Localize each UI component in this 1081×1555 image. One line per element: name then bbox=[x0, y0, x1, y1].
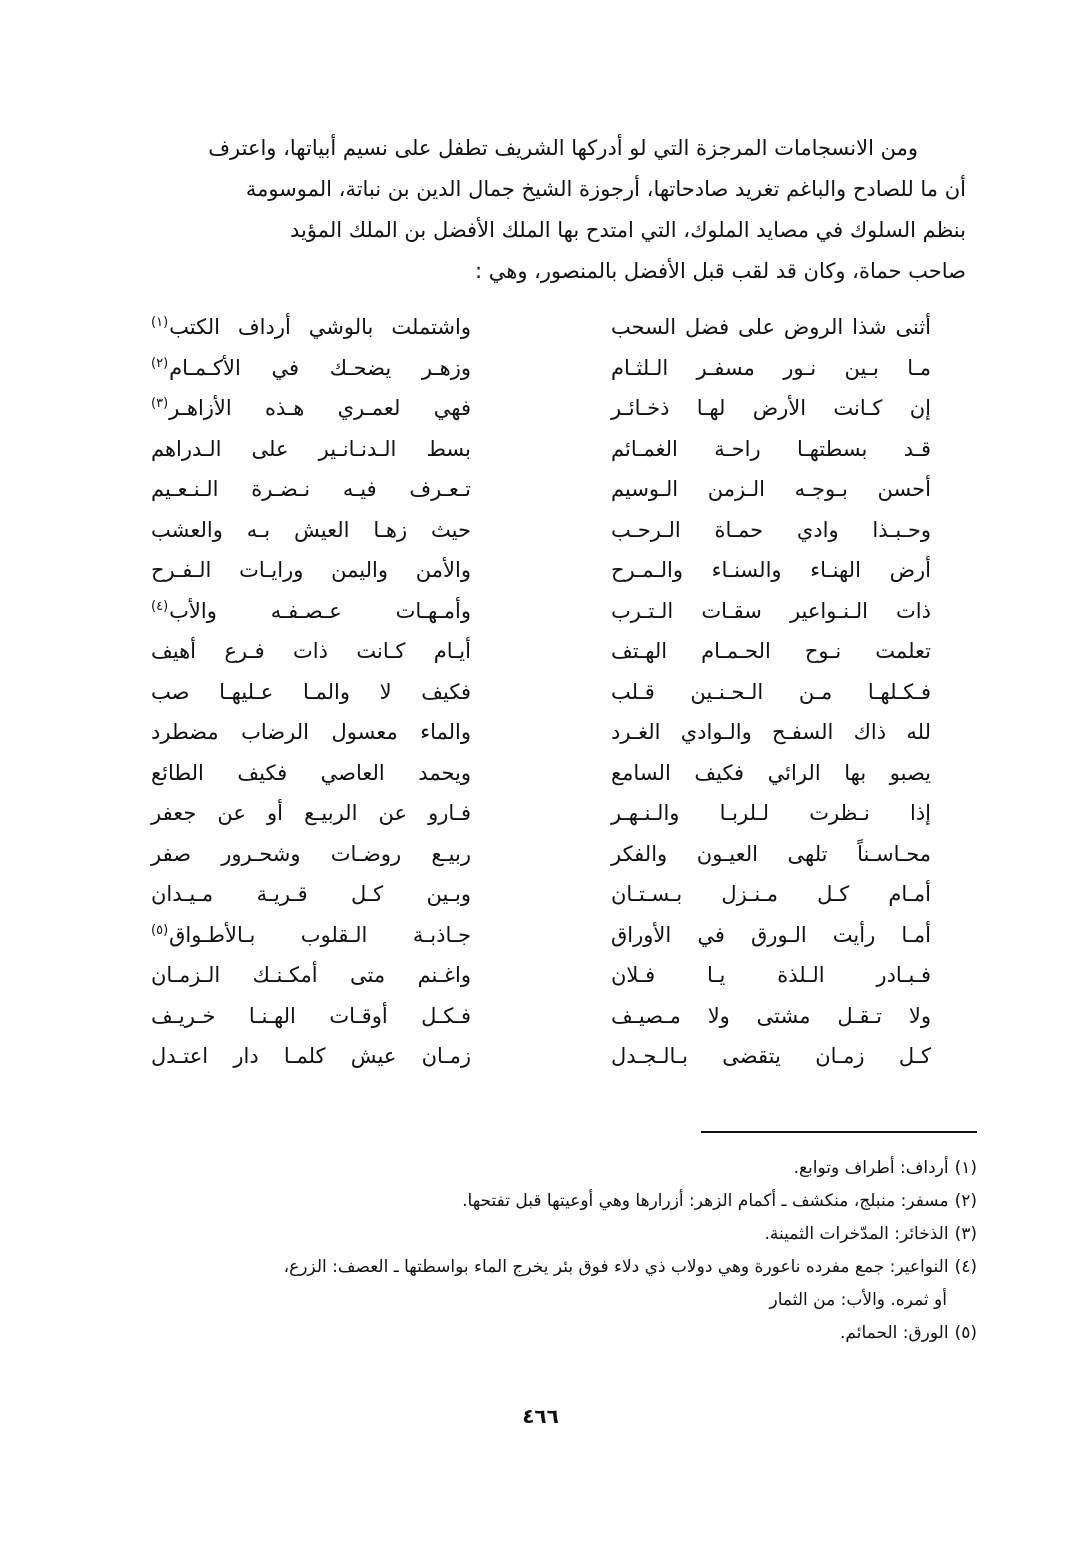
verse-second-hemistich bbox=[151, 1004, 471, 1028]
verse-second-text: واشتملت بالوشي أرداف الكتب bbox=[169, 315, 471, 340]
verse-second-text: فـارو عن الربيـع أو عن جعفر bbox=[151, 801, 471, 826]
verse-first-hemistich: فـبـادر الـلذة يـا فـلان bbox=[611, 963, 931, 988]
footnote-marker: (٢) bbox=[151, 355, 169, 371]
verse-line bbox=[151, 793, 931, 834]
verse-line bbox=[151, 631, 931, 672]
footnote-item bbox=[107, 1185, 977, 1218]
footnote-number: (٣) bbox=[954, 1224, 977, 1244]
verse-second-text: وبـين كـل قـريـة مـيـدان bbox=[151, 882, 471, 907]
verse-first-hemistich: أمـا رأيت الـورق في الأوراق bbox=[611, 922, 931, 947]
verse-second-text: واغـنم متى أمكـنـك الـزمـان bbox=[151, 963, 471, 988]
verse-second-hemistich bbox=[151, 680, 471, 704]
verse-second-text: وزهـر يضحـك في الأكـمـام bbox=[169, 355, 471, 380]
verse-first-hemistich: كـل زمـان يتقضى بـالـجـدل bbox=[611, 1044, 931, 1069]
verse-line bbox=[151, 996, 931, 1037]
verse-second-hemistich bbox=[151, 599, 471, 623]
verse-first-hemistich: قـد بسطتهـا راحـة الغمـائم bbox=[611, 436, 931, 461]
verse-line bbox=[151, 874, 931, 915]
footnote-text: مسفر: منبلج، منكشف ـ أكمام الزهر: أزرارها وهي أوعيتها قبل تفتحها. bbox=[462, 1191, 949, 1211]
footnote-marker: (٥) bbox=[151, 922, 169, 938]
footnote-marker: (١) bbox=[151, 315, 169, 331]
verse-second-text: فكيف لا والمـا عـليهـا صب bbox=[151, 679, 471, 704]
verse-line bbox=[151, 591, 931, 632]
intro-line: بنظم السلوك في مصايد الملوك، التي امتدح بها الملك الأفضل بن الملك المؤيد bbox=[289, 218, 966, 242]
verse-second-hemistich bbox=[151, 396, 471, 420]
verse-second-hemistich bbox=[151, 518, 471, 542]
verse-second-text: ويحمد العاصي فكيف الطائع bbox=[151, 760, 471, 785]
verse-first-hemistich: أثنى شذا الروض على فضل السحب bbox=[611, 315, 931, 340]
verse-first-hemistich: فـكـلهـا مـن الـحـنـين قـلب bbox=[611, 679, 931, 704]
verse-second-hemistich bbox=[151, 923, 471, 947]
verse-line bbox=[151, 469, 931, 510]
verse-first-hemistich: أرض الهنـاء والسنـاء والـمـرح bbox=[611, 558, 931, 583]
verse-first-hemistich: أحسن بـوجـه الـزمن الـوسيم bbox=[611, 477, 931, 502]
verse-line bbox=[151, 1036, 931, 1077]
verse-second-text: والماء معسول الرضاب مضطرد bbox=[151, 720, 471, 745]
footnote-number: (٥) bbox=[954, 1323, 977, 1343]
verse-second-text: والأمن واليمن ورايـات الـفـرح bbox=[151, 558, 471, 583]
footnote-text: النواعير: جمع مفرده ناعورة وهي دولاب ذي دلاء فوق بئر يخرج الماء بواسطتها ـ العصف: الزرع، bbox=[283, 1257, 949, 1277]
verse-second-text: تـعـرف فيـه نـضـرة الـنـعـيم bbox=[151, 477, 471, 502]
verse-line bbox=[151, 712, 931, 753]
verse-line bbox=[151, 307, 931, 348]
verse-second-text: حيث زهـا العيش بـه والعشب bbox=[151, 517, 471, 542]
verse-line bbox=[151, 834, 931, 875]
footnote-text: الذخائر: المدّخرات الثمينة. bbox=[764, 1224, 949, 1244]
verse-second-hemistich bbox=[151, 720, 471, 744]
footnote-item bbox=[107, 1317, 977, 1350]
verse-second-hemistich bbox=[151, 315, 471, 339]
verse-line bbox=[151, 348, 931, 389]
verse-second-hemistich bbox=[151, 801, 471, 825]
footnote-text: أرداف: أطراف وتوابع. bbox=[793, 1158, 949, 1178]
verse-first-hemistich: أمـام كـل مـنـزل بـسـتـان bbox=[611, 882, 931, 907]
verse-first-hemistich: يصبو بها الرائي فكيف السامع bbox=[611, 760, 931, 785]
verse-first-hemistich: ولا تـقـل مشتى ولا مـصيـف bbox=[611, 1003, 931, 1028]
intro-line: أن ما للصادح والباغم تغريد صادحاتها، أرجوزة الشيخ جمال الدين بن نباتة، الموسومة bbox=[245, 177, 966, 201]
intro-line: صاحب حماة، وكان قد لقب قبل الأفضل بالمنصور، وهي : bbox=[474, 259, 966, 283]
verse-second-text: بسط الـدنـانـير على الـدراهم bbox=[151, 436, 471, 461]
verse-first-hemistich: محـاسـناً تلهى العيـون والفكر bbox=[611, 841, 931, 866]
verse-first-hemistich: ذات الـنـواعير سقـات الـتـرب bbox=[611, 598, 931, 623]
verse-line bbox=[151, 550, 931, 591]
verse-line bbox=[151, 672, 931, 713]
verse-first-hemistich: إذا نـظرت لـلربـا والـنـهـر bbox=[611, 801, 931, 826]
verse-second-hemistich bbox=[151, 1044, 471, 1068]
verse-first-hemistich: وحـبـذا وادي حمـاة الـرحـب bbox=[611, 517, 931, 542]
verse-second-hemistich bbox=[151, 639, 471, 663]
verse-line bbox=[151, 955, 931, 996]
footnote-text: الورق: الحمائم. bbox=[840, 1323, 949, 1343]
verse-second-text: فـكـل أوقـات الهـنـا خـريـف bbox=[151, 1003, 471, 1028]
footnote-number: (١) bbox=[954, 1158, 977, 1178]
footnote-number: (٢) bbox=[954, 1191, 977, 1211]
verse-line bbox=[151, 915, 931, 956]
verse-second-text: فهي لعمـري هـذه الأزاهـر bbox=[169, 396, 471, 421]
footnote-item bbox=[107, 1251, 977, 1317]
footnote-continuation: أو ثمره. والأب: من الثمار bbox=[769, 1290, 947, 1310]
footnote-item bbox=[107, 1152, 977, 1185]
verse-line bbox=[151, 510, 931, 551]
verse-first-hemistich: تعلمت نـوح الحـمـام الهـتف bbox=[611, 639, 931, 664]
verse-second-hemistich bbox=[151, 882, 471, 906]
verse-second-hemistich bbox=[151, 842, 471, 866]
verse-second-hemistich bbox=[151, 477, 471, 501]
verse-line bbox=[151, 388, 931, 429]
intro-line: ومن الانسجامات المرجزة التي لو أدركها الشريف تطفل على نسيم أبياتها، واعترف bbox=[208, 136, 918, 160]
footnotes bbox=[107, 1152, 977, 1350]
verse-line bbox=[151, 429, 931, 470]
verse-second-text: زمـان عيش كلمـا دار اعتـدل bbox=[151, 1044, 471, 1069]
verse-second-hemistich bbox=[151, 761, 471, 785]
verse-line bbox=[151, 753, 931, 794]
verse-second-hemistich bbox=[151, 963, 471, 987]
verse-second-text: وأمـهـات عـصـفـه والأب bbox=[169, 598, 471, 623]
footnote-marker: (٣) bbox=[151, 396, 169, 412]
intro-paragraph bbox=[106, 128, 966, 292]
poem-verses bbox=[151, 307, 931, 1077]
verse-second-text: ربيـع روضـات وشحـرور صفر bbox=[151, 841, 471, 866]
verse-second-hemistich bbox=[151, 437, 471, 461]
footnote-marker: (٤) bbox=[151, 598, 169, 614]
footnote-divider bbox=[701, 1131, 977, 1133]
verse-second-text: جـاذبـة الـقلوب بـالأطـواق bbox=[169, 922, 471, 947]
verse-first-hemistich: مـا بـين نـور مسفـر الـلثـام bbox=[611, 355, 931, 380]
verse-second-text: أيـام كـانت ذات فـرع أهيف bbox=[151, 639, 471, 664]
page-number: ٤٦٦ bbox=[522, 1404, 559, 1428]
verse-second-hemistich bbox=[151, 356, 471, 380]
verse-first-hemistich: إن كـانت الأرض لهـا ذخـائـر bbox=[611, 396, 931, 421]
footnote-number: (٤) bbox=[954, 1257, 977, 1277]
footnote-item bbox=[107, 1218, 977, 1251]
verse-second-hemistich bbox=[151, 558, 471, 582]
verse-first-hemistich: لله ذاك السفـح والـوادي الغـرد bbox=[611, 720, 931, 745]
